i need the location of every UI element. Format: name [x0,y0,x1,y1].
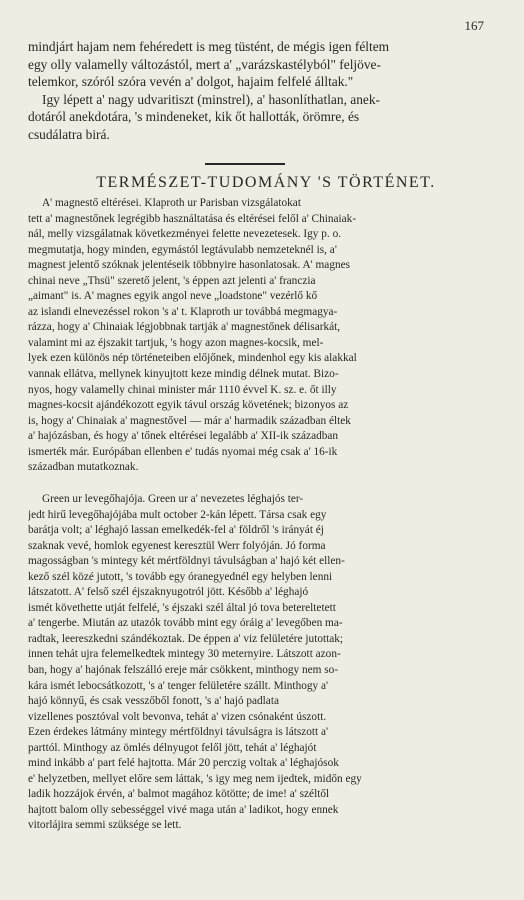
text-line: valamint mi az éjszakit tartjuk, 's hogy azon magnes-kocsik, mel- [28,336,324,349]
intro-paragraph [28,38,504,144]
balloon-paragraph [28,492,504,834]
text-line: vannak ellátva, mellynek kinyujtott keze mindig délnek mutat. Bizo- [28,368,339,381]
text-line: tett a' magnestőnek legrégibb használtatása és eltérései felől a' Chinaiak- [28,212,357,225]
text-line: mindjárt hajam nem fehéredett is meg tüstént, de mégis igen féltem [28,39,390,54]
section-divider [205,163,285,165]
text-line: a' tengerbe. Miután az utazók tovább mint egy óráig a' levegőben ma- [28,617,343,630]
text-line: nál, melly vizsgálatnak következményei felette nevezetesek. Igy p. o. [28,228,342,241]
text-line: az islandi elnevezéssel rokon 's a' t. Klaproth ur továbbá megmagya- [28,305,338,318]
text-line: chinai neve „Thsü" szerető jelent, 's éppen azt jelenti a' franczia [28,274,316,287]
text-line: dotáról anekdotára, 's mindeneket, kik őt hallották, örömre, és [28,109,360,125]
text-line: ismerték már. Európában ellenben e' tudás nyomai még csak a' 16-ik [28,445,338,458]
text-line: hajtott balom olly sebességgel vivé maga után a' ladikot, hogy ennek [28,803,339,816]
text-line: kező szél közé jutott, 's tovább egy óranegyednél egy helyben lenni [28,570,333,583]
text-line: A' magnestő eltérései. Klaproth ur Parisban vizsgálatokat [42,197,301,209]
text-line: mind inkább a' part felé hajtotta. Már 20 perczig voltak a' léghajósok [28,757,339,770]
magnet-paragraph [28,196,504,476]
text-line: is, hogy a' Chinaiak a' magnestővel — már a' harmadik században éltek [28,414,351,427]
text-line: innen tehát ujra felemelkedtek mintegy 30 meternyire. Látszott azon- [28,648,341,661]
text-line: lyek ezen különös nép történeteiben előjőnek, mindenhol egy kis alakkal [28,352,357,365]
text-line: vizellenes posztóval volt bevonva, tehát a' vizen csónaként úszott. [28,710,327,723]
text-line: magnest jelentő szóknak jelentéseik többnyire hasonlatosak. A' magnes [28,259,351,272]
text-line: parttól. Minthogy az ömlés délnyugot felől jött, tehát a' léghajót [28,741,317,754]
text-line: ladik hozzájok érvén, a' balmot magához kötötte; de ime! a' széltől [28,788,330,801]
text-line: radtak, leereszkedni szándékoztak. De éppen a' viz felületére jutottak; [28,632,344,645]
text-line: csudálatra birá. [28,126,110,142]
text-line: kára ismét lebocsátkozott, 's a' tenger felületére szállt. Minthogy a' [28,679,329,692]
text-line: magnes-kocsit ajándékozott egyik távul ország követének; bizonyos az [28,399,349,412]
text-line: vitorlájira semmi szüksége se lett. [28,819,182,832]
text-line: barátja volt; a' léghajó lassan emelkedék-fel a' földről 's irányát éj [28,524,324,537]
text-line: Ezen érdekes látmány mintegy mértföldnyi távulságra is látszott a' [28,726,329,739]
text-line: Green ur levegőhajója. Green ur a' nevezetes léghajós ter- [42,493,304,505]
text-line: jedt hirű levegőhajójába mult october 2-kán lépett. Társa csak egy [28,508,327,521]
text-line: században mutatkoznak. [28,461,139,474]
text-line: látszatott. A' felső szél éjszaknyugotról jött. Később a' léghajó [28,586,309,599]
text-line: megmutatja, hogy minden, egymástól legtávulabb nemzeteknél is, a' [28,243,337,256]
text-line: szaknak vevé, homlok egyenest keresztül Werr folyóján. Jó forma [28,539,326,552]
text-line: telemkor, szóról szóra vevén a' dolgot, hajaim felfelé álltak." [28,74,354,90]
text-line: a' hajózásban, és hogy a' tőnek eltérései legalább a' XII-ik században [28,430,339,443]
text-line: hajó könnyű, és csak vesszőből fonott, 's a' hajó padlata [28,695,279,708]
section-title: TERMÉSZET-TUDOMÁNY 'S TÖRTÉNET. [96,174,436,191]
text-line: Igy lépett a' nagy udvaritiszt (minstrel), a' hasonlíthatlan, anek- [42,91,380,107]
text-line: nyos, hogy valamelly chinai minister már 1110 évvel K. sz. e. őt illy [28,383,337,396]
text-line: „aimant" is. A' magnes egyik angol neve „loadstone" vezérlő kő [28,290,318,303]
page-number: 167 [464,18,484,33]
text-line: egy olly valamelly változástól, mert a' „varázskastélyból" feljöve- [28,56,381,72]
text-line: rázza, hogy a' Chinaiak légjobbnak tartják a' magnestőnek délisarkát, [28,321,341,334]
text-line: ismét követhette utját felfelé, 's éjszaki szél által jó tova betereltetett [28,601,336,614]
text-line: ban, hogy a' hajónak felszálló ereje már csökkent, minthogy nem so- [28,664,339,677]
text-line: magosságban 's mintegy két mértföldnyi távulságban a' hajó két ellen- [28,555,345,568]
text-line: e' helyzetben, mellyet előre sem láttak, 's igy meg nem ijedtek, midőn egy [28,772,362,785]
